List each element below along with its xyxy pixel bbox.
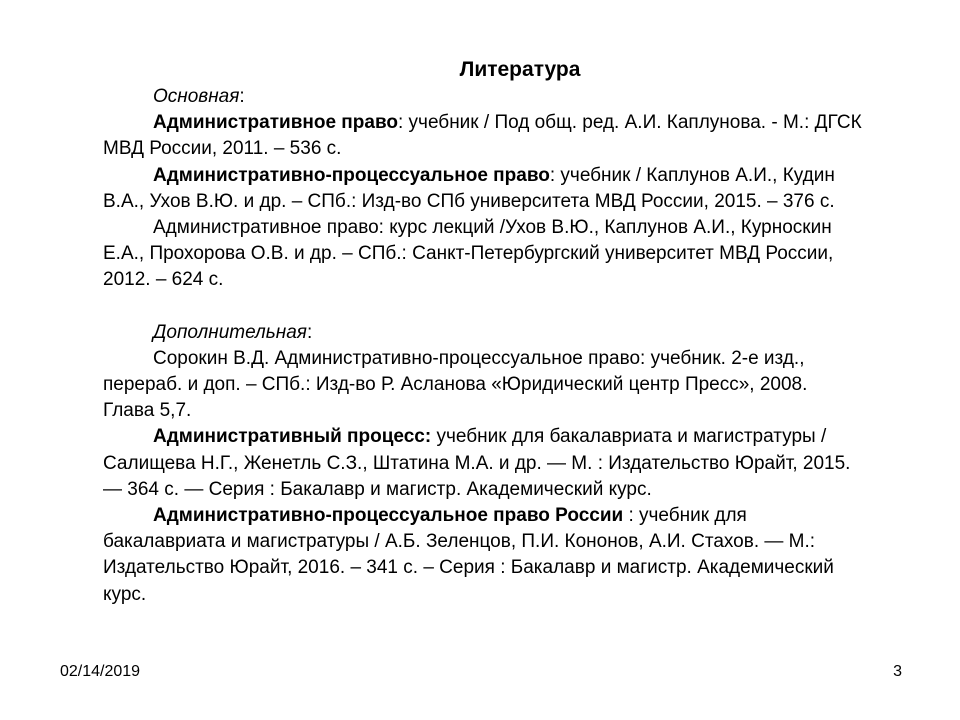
main-ref-2 [103,163,863,215]
extra-ref-3 [103,503,863,608]
extra-ref-1 [103,346,863,425]
ref-details: Административное право: курс лекций /Ухов В.Ю., Каплунов А.И., Курноскин Е.А., Прохорова О.В. и др. – СПб.: Санкт-Петербургский университет МВД России, 2012. – 624 с. [103,217,834,291]
ref-details: учебник для бакалавриата и магистратуры / Салищева Н.Г., Женетль С.З., Штатина М.А. и др. — М. : Издательство Юрайт, 2015. — 364 с. — Серия : Бакалавр и магистр. Академический курс. [103,426,851,500]
page-number: 3 [893,663,902,680]
slide-title: Литература [459,58,581,81]
ref-details: : учебник / Под общ. ред. А.И. Каплунова. - М.: ДГСК МВД России, 2011. – 536 с. [103,112,862,160]
footer-date: 02/14/2019 [60,663,141,680]
ref-details: : учебник для бакалавриата и магистратуры / А.Б. Зеленцов, П.И. Кононов, А.И. Стахов. — М.: Издательство Юрайт, 2016. – 341 с. – Серия : Бакалавр и магистр. Академический курс. [103,505,834,605]
ref-bold-title: Административно-процессуальное право России [153,505,624,527]
extra-section-label: Дополнительная [153,321,307,343]
extra-ref-2 [103,424,863,503]
main-ref-3 [103,215,863,294]
ref-bold-title: Административное право [153,112,398,134]
ref-details: : учебник / Каплунов А.И., Кудин В.А., Ухов В.Ю. и др. – СПб.: Изд-во СПб университета МВД России, 2015. – 376 с. [103,164,835,212]
main-section-heading: Основная: [153,86,245,107]
ref-bold-title: Административный процесс: [153,426,432,448]
main-ref-1 [103,110,863,162]
section-gap [103,294,863,320]
literature-list [103,84,863,608]
extra-section-heading: Дополнительная: [153,321,313,343]
main-section-label: Основная [153,86,240,107]
ref-details: Сорокин В.Д. Административно-процессуальное право: учебник. 2-е изд., перераб. и доп. – СПб.: Изд-во Р. Асланова «Юридический центр Пресс», 2008. Глава 5,7. [103,347,808,422]
ref-bold-title: Административно-процессуальное право [153,164,550,186]
